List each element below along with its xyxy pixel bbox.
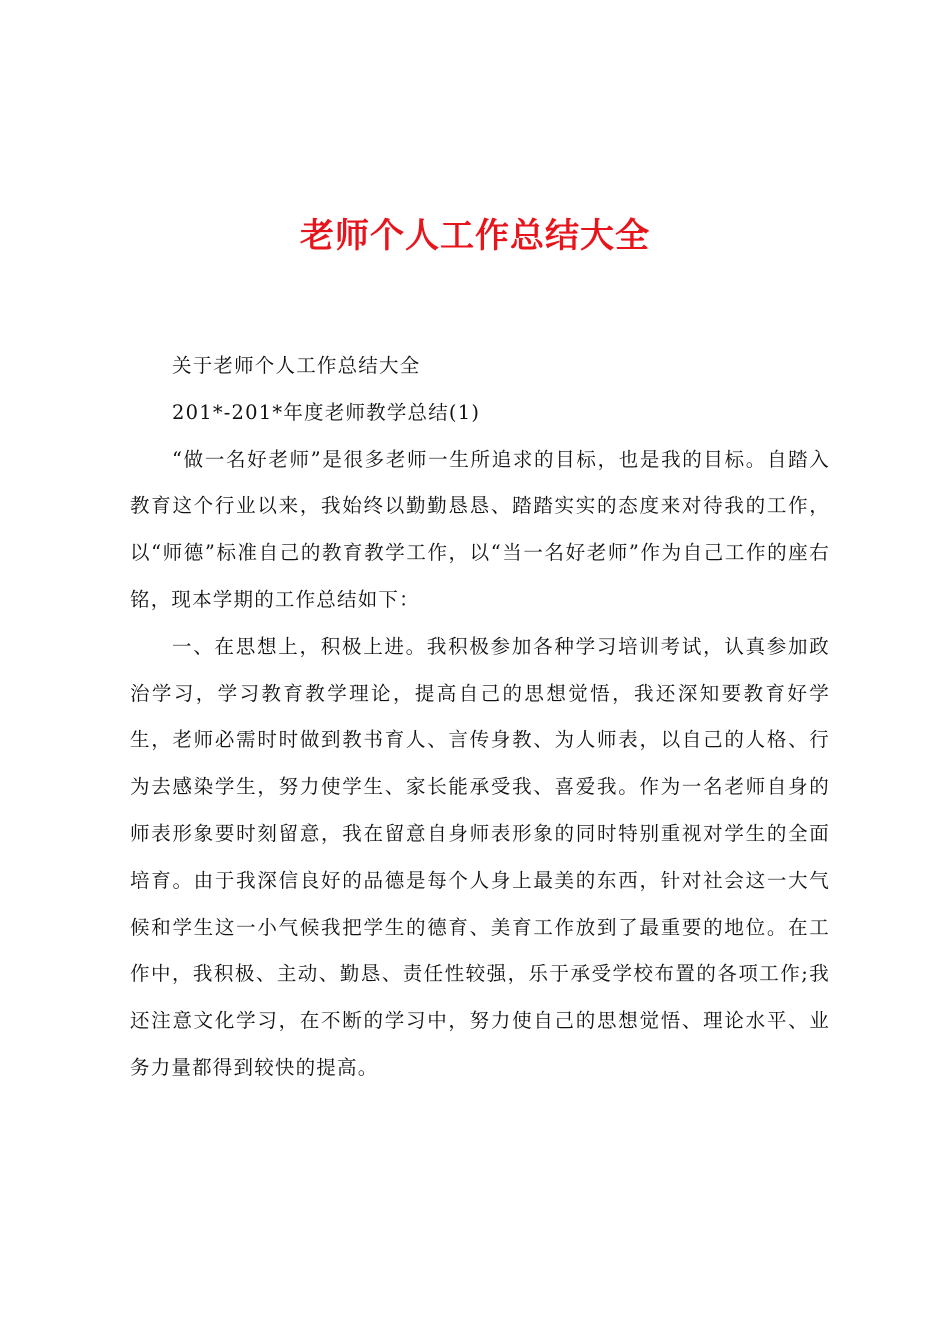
paragraph-section-one: 一、在思想上，积极上进。我积极参加各种学习培训考试，认真参加政治学习，学习教育教学理论，提高自己的思想觉悟，我还深知要教育好学生，老师必需时时做到教书育人、言传身教、为人师表，以自己的人格、行为去感染学生，努力使学生、家长能承受我、喜爱我。作为一名老师自身的师表形象要时刻留意，我在留意自身师表形象的同时特别重视对学生的全面培育。由于我深信良好的品德是每个人身上最美的东西，针对社会这一大气候和学生这一小气候我把学生的德育、美育工作放到了最重要的地位。在工作中，我积极、主动、勤恳、责任性较强，乐于承受学校布置的各项工作;我还注意文化学习，在不断的学习中，努力使自己的思想觉悟、理论水平、业务力量都得到较快的提高。 [130,634,830,1079]
document-title: 老师个人工作总结大全 [300,216,650,256]
paragraph-intro: “做一名好老师”是很多老师一生所追求的目标，也是我的目标。自踏入教育这个行业以来，我始终以勤勤恳恳、踏踏实实的态度来对待我的工作，以“师德”标准自己的教育教学工作，以“当一名好老师”作为自己工作的座右铭，现本学期的工作总结如下： [130,447,830,611]
paragraph-subheading: 201*-201*年度老师教学总结(1) [172,400,481,424]
paragraph-heading: 关于老师个人工作总结大全 [172,354,421,377]
document-body [130,343,830,1092]
